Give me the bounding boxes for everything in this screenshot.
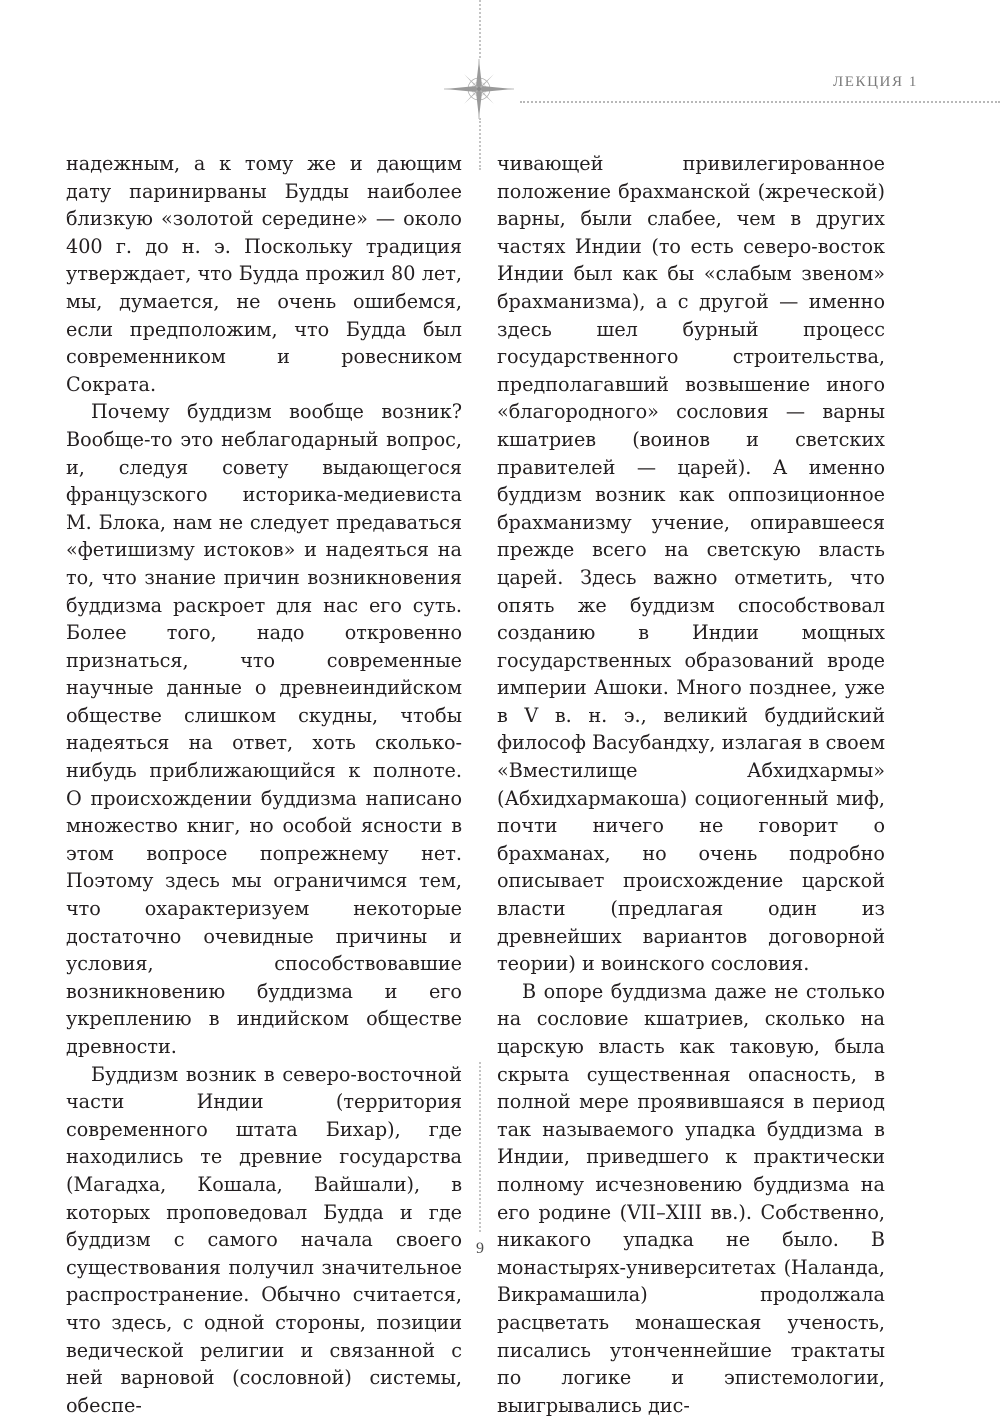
gutter-rule-top	[479, 0, 481, 58]
paragraph: Почему буддизм вообще возник? Вообще-то это неблагодарный вопрос, и, следуя совету выдающегося французского историка-медиевиста М. Блока, нам не следует предаваться «фетишизму истоков» и надеяться на то, что знание причин возникновения буддизма раскроет для нас его суть. Более того, надо откровенно признаться, что современные научные данные о древнеиндийском обществе слишком скудны, чтобы надеяться на ответ, хоть сколько-нибудь приближающийся к полноте. О происхождении буддизма написано множество книг, но особой ясности в этом вопросе попрежнему нет. Поэтому здесь мы ограничимся тем, что охарактеризуем некоторые достаточно очевидные причины и условия, способствовавшие возникновению буддизма и его укреплению в индийском обществе древности.	[66, 400, 462, 1058]
paragraph: В опоре буддизма даже не столько на сословие кшатриев, сколько на царскую власть как таковую, была скрыта существенная опасность, в полной мере проявившаяся в период так называемого упадка буддизма в Индии, приведшего к практически полному исчезновению буддизма на его родине (VII–XIII вв.). Собственно, никакого упадка не было. В монастырях-университетах (Наланда, Викрамашила) продолжала расцветать монашеская ученость, писались утонченнейшие трактаты по логике и эпистемологии, выигрывались дис-	[497, 979, 885, 1417]
compass-rose-icon	[442, 58, 516, 120]
paragraph: Буддизм возник в северо-восточной части Индии (территория современного штата Бихар), где находились те древние государства (Магадха, Кошала, Вайшали), в которых проповедовал Будда и где буддизм с самого начала своего существования получил значительное распространение. Обычно считается, что здесь, с одной стороны, позиции ведической религии и связанной с ней варновой (сословной) системы, обеспе-	[66, 1062, 462, 1417]
paragraph: надежным, а к тому же и дающим дату паринирваны Будды наиболее близкую «золотой середине» — около 400 г. до н. э. Поскольку традиция утверждает, что Будда прожил 80 лет, мы, думается, не очень ошибемся, если предположим, что Будда был современником и ровесником Сократа.	[66, 152, 462, 396]
header-rule	[520, 101, 1000, 103]
running-header: ЛЕКЦИЯ 1	[832, 74, 918, 90]
paragraph: чивающей привилегированное положение брахманской (жреческой) варны, были слабее, чем в других частях Индии (то есть северо-восток Индии был как бы «слабым звеном» брахманизма), а с другой — именно здесь шел бурный процесс государственного строительства, предполагавший возвышение иного «благородного» сословия — варны кшатриев (воинов и светских правителей — царей). А именно буддизм возник как оппозиционное брахманизму учение, опиравшееся прежде всего на светскую власть царей. Здесь важно отметить, что опять же буддизм способствовал созданию в Индии мощных государственных образований вроде империи Ашоки. Много позднее, уже в V в. н. э., великий буддийский философ Васубандху, излагая в своем «Вместилище Абхидхармы» (Абхидхармакоша) социогенный миф, почти ничего не говорит о брахманах, но очень подробно описывает происхождение царской власти (предлагая один из древнейших вариантов договорной теории) и воинского сословия.	[497, 152, 885, 976]
page-number: 9	[476, 1240, 484, 1257]
text-column-right	[497, 150, 885, 1419]
gutter-rule-middle	[479, 118, 481, 170]
text-column-left	[66, 150, 462, 1419]
gutter-rule-bottom	[479, 1062, 481, 1232]
